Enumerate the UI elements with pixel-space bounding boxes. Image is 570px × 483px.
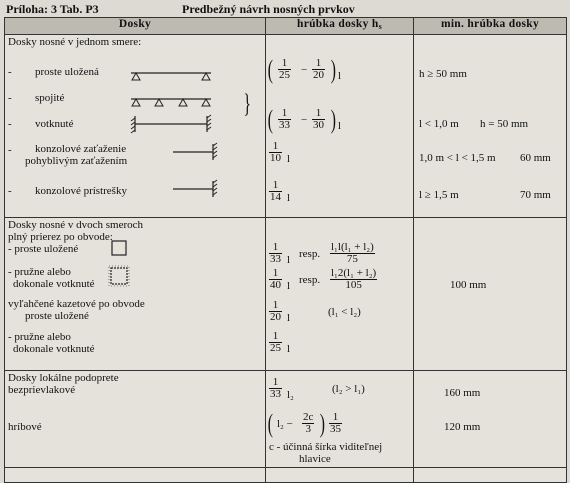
sec1-title: Dosky nosné v jednom smere: (8, 36, 142, 48)
sec3-min-thickness: 160 mm 120 mm (414, 371, 567, 468)
sec1-description: Dosky nosné v jednom smere: - proste uložená - spojité } - votknuté - konzolové zaťaženie pohyblivým zaťažením - konzolové prístrešky (5, 35, 266, 218)
item-simply-supported: proste uložená (35, 66, 99, 78)
simple-beam-icon (131, 69, 213, 81)
item-cantilever-moving: pohyblivým zaťažením (25, 155, 128, 167)
fixed-slab-icon (109, 266, 129, 286)
appendix-label: Príloha: 3 Tab. P3 (6, 2, 99, 16)
sec3-thickness: $\frac{1}{33}$ l₂ (l₂ > l₁) ( l₂ − $\frac{2c}{3}$ ) $\frac{1}{35}$ c - účinná šírka viditeľnej hlavice (266, 371, 414, 468)
sec1-min-thickness: h ≥ 50 mm l < 1,0 m h = 50 mm 1,0 m < l < 1,5 m 60 mm l ≥ 1,5 m 70 mm (414, 35, 567, 218)
item-canopy: konzolové prístrešky (35, 185, 127, 197)
col-header-min-thickness: min. hrúbka dosky (414, 18, 567, 35)
canopy-icon (173, 180, 219, 198)
table-title: Predbežný návrh nosných prvkov (182, 2, 355, 16)
col-header-dosky: Dosky (5, 18, 266, 35)
design-table (4, 17, 567, 483)
item-continuous: spojité (35, 92, 65, 104)
item-cantilever-load: konzolové zaťaženie (35, 143, 127, 155)
item-fixed: votknuté (35, 118, 74, 130)
sec2-description: Dosky nosné v dvoch smeroch plný prierez po obvode: - proste uložené - pružne alebo dokonale votknuté vyľahčené kazetové po obvode proste uložené - pružne alebo dokonale votknuté (5, 218, 266, 371)
cantilever-icon (173, 143, 219, 161)
page-header (6, 2, 566, 16)
sec2-min-thickness: 100 mm (414, 218, 567, 371)
sec3-description: Dosky lokálne podoprete bezprievlakové hríbové (5, 371, 266, 468)
sec2-thickness: $\frac{1}{33}$ l resp. $\frac{\text{l₁l(l₁ + l₂)}}{75}$ $\frac{1}{40}$ l resp. $\frac{\text{l₁2(l₁ + l₂)}}{105}$ $\frac{1}{20}$ l (l₁ < l₂) $\frac{1}{25}$ l (266, 218, 414, 371)
col-header-thickness: hrúbka dosky $h_s$ (266, 18, 414, 35)
fixed-beam-icon (131, 115, 213, 133)
sec1-thickness: ( $\frac{1}{25}$ − $\frac{1}{20}$ ) l ( $\frac{1}{33}$ − $\frac{1}{30}$ ) l $\frac{1}{10}$ l $\frac{1}{14}$ l (266, 35, 414, 218)
continuous-beam-icon (131, 95, 213, 107)
simple-slab-icon (111, 240, 127, 256)
